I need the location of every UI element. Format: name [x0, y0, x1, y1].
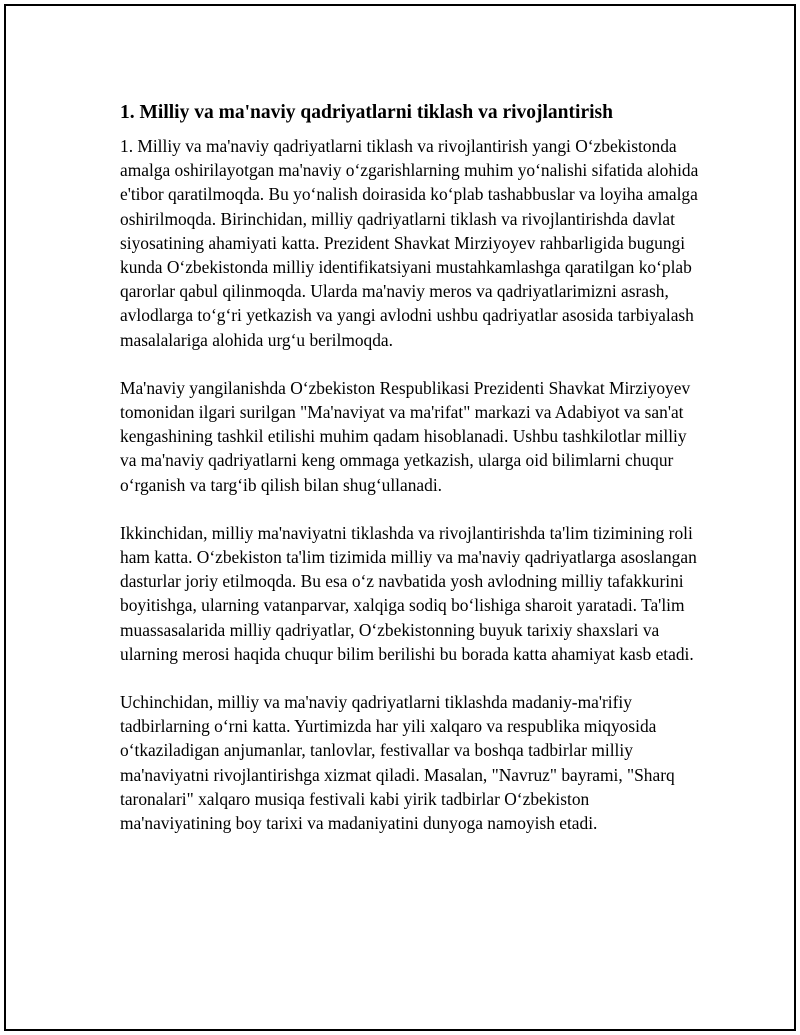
document-body: [120, 100, 700, 859]
paragraph-4: Uchinchidan, milliy va ma'naviy qadriyatlarni tiklashda madaniy-ma'rifiy tadbirlarning o‘rni katta. Yurtimizda har yili xalqaro va respublika miqyosida o‘tkaziladigan anjumanlar, tanlovlar, festivallar va boshqa tadbirlar milliy ma'naviyatni rivojlantirishga xizmat qiladi. Masalan, "Navruz" bayrami, "Sharq taronalari" xalqaro musiqa festivali kabi yirik tadbirlar O‘zbekiston ma'naviyatining boy tarixi va madaniyatini dunyoga namoyish etadi.: [120, 692, 675, 834]
section-heading: 1. Milliy va ma'naviy qadriyatlarni tiklash va rivojlantirish: [120, 102, 613, 123]
paragraph-2: Ma'naviy yangilanishda O‘zbekiston Respublikasi Prezidenti Shavkat Mirziyoyev tomonidan ilgari surilgan "Ma'naviyat va ma'rifat" markazi va Adabiyot va san'at kengashining tashkil etilishi muhim qadam hisoblanadi. Ushbu tashkilotlar milliy va ma'naviy qadriyatlarni keng ommaga yetkazish, ularga oid bilimlarni chuqur o‘rganish va targ‘ib qilish bilan shug‘ullanadi.: [120, 377, 691, 495]
paragraph-3: Ikkinchidan, milliy ma'naviyatni tiklashda va rivojlantirishda ta'lim tizimining roli ham katta. O‘zbekiston ta'lim tizimida milliy va ma'naviy qadriyatlarga asoslangan dasturlar joriy etilmoqda. Bu esa o‘z navbatida yosh avlodning milliy tafakkurini boyitishga, ularning vatanparvar, xalqiga sodiq bo‘lishiga sharoit yaratadi. Ta'lim muassasalarida milliy qadriyatlar, O‘zbekistonning buyuk tarixiy shaxslari va ularning merosi haqida chuqur bilim berilishi bu borada katta ahamiyat kasb etadi.: [120, 522, 697, 664]
paragraph-1: 1. Milliy va ma'naviy qadriyatlarni tiklash va rivojlantirish yangi O‘zbekistonda amalga oshirilayotgan ma'naviy o‘zgarishlarning muhim yo‘nalishi sifatida alohida e'tibor qaratilmoqda. Bu yo‘nalish doirasida ko‘plab tashabbuslar va loyiha amalga oshirilmoqda. Birinchidan, milliy qadriyatlarni tiklash va rivojlantirishda davlat siyosatining ahamiyati katta. Prezident Shavkat Mirziyoyev rahbarligida bugungi kunda O‘zbekistonda milliy identifikatsiyani mustahkamlashga qaratilgan ko‘plab qarorlar qabul qilinmoqda. Ularda ma'naviy meros va qadriyatlarimizni asrash, avlodlarga to‘g‘ri yetkazish va yangi avlodni ushbu qadriyatlar asosida tarbiyalash masalalariga alohida urg‘u berilmoqda.: [120, 136, 699, 350]
page: [4, 4, 796, 1031]
